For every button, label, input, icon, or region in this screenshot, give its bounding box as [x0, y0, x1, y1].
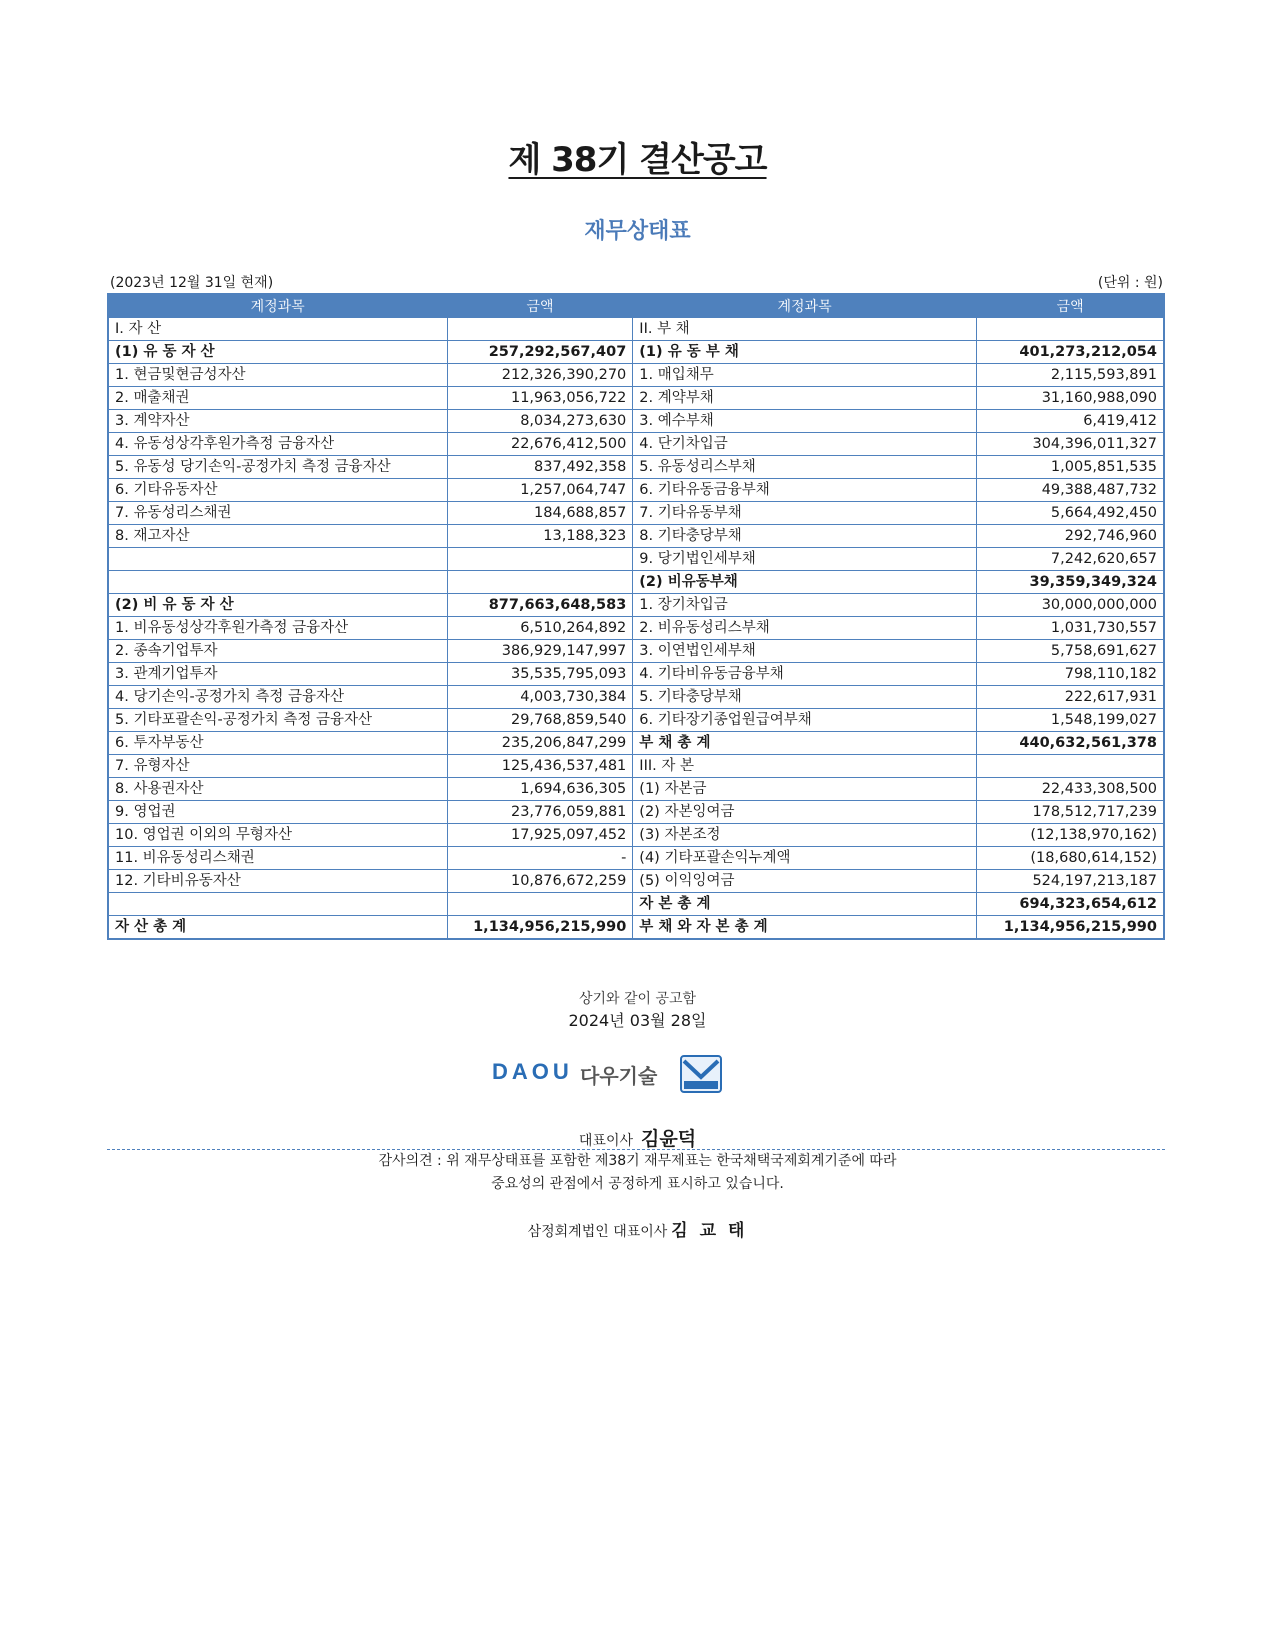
cell-account-right: 3. 이연법인세부채: [633, 640, 977, 663]
cell-account-right: 2. 계약부채: [633, 387, 977, 410]
cell-account-left: 5. 유동성 당기손익-공정가치 측정 금융자산: [108, 456, 447, 479]
cell-account-left: 4. 당기손익-공정가치 측정 금융자산: [108, 686, 447, 709]
cell-amount-right: 222,617,931: [976, 686, 1164, 709]
cell-account-right: III. 자 본: [633, 755, 977, 778]
cell-account-right: (5) 이익잉여금: [633, 870, 977, 893]
header-amount-right: 금액: [976, 294, 1164, 317]
cell-account-right: (2) 자본잉여금: [633, 801, 977, 824]
cell-account-left: (1) 유 동 자 산: [108, 341, 447, 364]
cell-account-left: (2) 비 유 동 자 산: [108, 594, 447, 617]
table-header-row: [108, 294, 1164, 317]
auditor-label: 삼정회계법인 대표이사: [527, 1224, 668, 1240]
cell-amount-left: 8,034,273,630: [447, 410, 633, 433]
cell-amount-left: 877,663,648,583: [447, 594, 633, 617]
cell-amount-right: 440,632,561,378: [976, 732, 1164, 755]
cell-account-left: 8. 사용권자산: [108, 778, 447, 801]
cell-amount-left: 11,963,056,722: [447, 387, 633, 410]
cell-amount-right: 31,160,988,090: [976, 387, 1164, 410]
cell-amount-right: 1,134,956,215,990: [976, 916, 1164, 940]
cell-account-right: 9. 당기법인세부채: [633, 548, 977, 571]
cell-account-left: [108, 548, 447, 571]
cell-amount-right: 5,664,492,450: [976, 502, 1164, 525]
cell-account-right: (2) 비유동부채: [633, 571, 977, 594]
cell-amount-right: 1,005,851,535: [976, 456, 1164, 479]
cell-amount-left: 6,510,264,892: [447, 617, 633, 640]
cell-amount-left: 22,676,412,500: [447, 433, 633, 456]
cell-account-left: 9. 영업권: [108, 801, 447, 824]
cell-account-right: (1) 유 동 부 채: [633, 341, 977, 364]
table-row: [108, 663, 1164, 686]
unit-note: (단위 : 원): [1097, 275, 1163, 291]
table-row: [108, 571, 1164, 594]
table-row: [108, 870, 1164, 893]
cell-amount-right: 49,388,487,732: [976, 479, 1164, 502]
cell-amount-left: 1,694,636,305: [447, 778, 633, 801]
table-row: [108, 594, 1164, 617]
cell-account-left: 1. 비유동성상각후원가측정 금융자산: [108, 617, 447, 640]
table-row: [108, 525, 1164, 548]
table-row: [108, 387, 1164, 410]
table-row: [108, 847, 1164, 870]
closing-date: 2024년 03월 28일: [568, 1011, 707, 1030]
cell-account-right: 5. 기타충당부채: [633, 686, 977, 709]
cell-amount-left: 1,134,956,215,990: [447, 916, 633, 940]
table-row: [108, 686, 1164, 709]
cell-account-right: II. 부 채: [633, 317, 977, 341]
ceo-signature: [0, 1124, 1275, 1151]
cell-amount-right: 401,273,212,054: [976, 341, 1164, 364]
cell-amount-right: 5,758,691,627: [976, 640, 1164, 663]
table-row: [108, 456, 1164, 479]
cell-account-left: 7. 유동성리스채권: [108, 502, 447, 525]
cell-amount-left: 35,535,795,093: [447, 663, 633, 686]
cell-amount-right: 524,197,213,187: [976, 870, 1164, 893]
cell-amount-right: [976, 317, 1164, 341]
cell-account-right: 부 채 총 계: [633, 732, 977, 755]
table-row: [108, 755, 1164, 778]
auditor-name: 김 교 태: [671, 1221, 748, 1241]
cell-amount-left: 837,492,358: [447, 456, 633, 479]
cell-amount-left: [447, 571, 633, 594]
cell-amount-left: [447, 893, 633, 916]
header-account-left: 계정과목: [108, 294, 447, 317]
cell-amount-right: 694,323,654,612: [976, 893, 1164, 916]
cell-amount-right: 304,396,011,327: [976, 433, 1164, 456]
cell-account-right: 7. 기타유동부채: [633, 502, 977, 525]
company-seal-icon: [680, 1055, 722, 1093]
cell-account-right: (3) 자본조정: [633, 824, 977, 847]
table-row: [108, 341, 1164, 364]
cell-amount-left: 125,436,537,481: [447, 755, 633, 778]
cell-account-left: 11. 비유동성리스채권: [108, 847, 447, 870]
cell-amount-left: 10,876,672,259: [447, 870, 633, 893]
table-row: [108, 433, 1164, 456]
cell-account-right: 6. 기타장기종업원급여부채: [633, 709, 977, 732]
cell-amount-left: 257,292,567,407: [447, 341, 633, 364]
cell-amount-left: 1,257,064,747: [447, 479, 633, 502]
announcement-title: 제 38기 결산공고: [508, 140, 767, 180]
table-row: [108, 479, 1164, 502]
header-amount-left: 금액: [447, 294, 633, 317]
cell-account-left: 5. 기타포괄손익-공정가치 측정 금융자산: [108, 709, 447, 732]
cell-amount-right: (18,680,614,152): [976, 847, 1164, 870]
cell-amount-right: 7,242,620,657: [976, 548, 1164, 571]
balance-sheet-table: [107, 293, 1165, 940]
as-of-date: (2023년 12월 31일 현재): [110, 275, 274, 291]
cell-account-left: 8. 재고자산: [108, 525, 447, 548]
cell-amount-left: 29,768,859,540: [447, 709, 633, 732]
cell-account-right: 3. 예수부채: [633, 410, 977, 433]
cell-account-left: [108, 571, 447, 594]
cell-account-left: 6. 투자부동산: [108, 732, 447, 755]
table-row: [108, 801, 1164, 824]
table-body: [108, 317, 1164, 939]
table-row: [108, 640, 1164, 663]
cell-amount-left: 386,929,147,997: [447, 640, 633, 663]
table-row: [108, 502, 1164, 525]
cell-account-right: (4) 기타포괄손익누계액: [633, 847, 977, 870]
cell-amount-left: 235,206,847,299: [447, 732, 633, 755]
cell-account-left: 3. 관계기업투자: [108, 663, 447, 686]
cell-amount-left: -: [447, 847, 633, 870]
table-row: [108, 893, 1164, 916]
company-logo: [492, 1055, 732, 1097]
table-row: [108, 364, 1164, 387]
cell-amount-right: 22,433,308,500: [976, 778, 1164, 801]
table-row: [108, 617, 1164, 640]
cell-amount-left: 13,188,323: [447, 525, 633, 548]
cell-amount-left: [447, 317, 633, 341]
auditor-signature: [0, 1216, 1275, 1241]
table-row: [108, 548, 1164, 571]
cell-account-right: 4. 단기차입금: [633, 433, 977, 456]
ceo-name: 김윤덕: [641, 1128, 697, 1150]
cell-amount-left: 4,003,730,384: [447, 686, 633, 709]
table-row: [108, 916, 1164, 940]
cell-account-left: 1. 현금및현금성자산: [108, 364, 447, 387]
cell-amount-right: 292,746,960: [976, 525, 1164, 548]
cell-amount-right: 1,031,730,557: [976, 617, 1164, 640]
cell-account-right: 1. 장기차입금: [633, 594, 977, 617]
cell-amount-right: 2,115,593,891: [976, 364, 1164, 387]
cell-amount-left: 212,326,390,270: [447, 364, 633, 387]
ceo-label: 대표이사: [578, 1133, 634, 1149]
cell-account-right: 자 본 총 계: [633, 893, 977, 916]
audit-opinion-line1: 감사의견 : 위 재무상태표를 포함한 제38기 재무제표는 한국채택국제회계기준에 따라: [378, 1153, 897, 1169]
table-row: [108, 778, 1164, 801]
cell-account-right: 2. 비유동성리스부채: [633, 617, 977, 640]
table-row: [108, 824, 1164, 847]
cell-account-right: (1) 자본금: [633, 778, 977, 801]
table-row: [108, 317, 1164, 341]
cell-account-right: 8. 기타충당부채: [633, 525, 977, 548]
cell-amount-right: [976, 755, 1164, 778]
cell-amount-right: (12,138,970,162): [976, 824, 1164, 847]
cell-account-left: 6. 기타유동자산: [108, 479, 447, 502]
logo-text-ko: 다우기술: [580, 1064, 658, 1088]
cell-account-left: 자 산 총 계: [108, 916, 447, 940]
cell-account-right: 1. 매입채무: [633, 364, 977, 387]
cell-account-left: 12. 기타비유동자산: [108, 870, 447, 893]
table-row: [108, 732, 1164, 755]
cell-account-right: 5. 유동성리스부채: [633, 456, 977, 479]
cell-account-left: 4. 유동성상각후원가측정 금융자산: [108, 433, 447, 456]
logo-text-en: DAOU: [492, 1059, 573, 1084]
cell-account-right: 부 채 와 자 본 총 계: [633, 916, 977, 940]
cell-amount-right: 1,548,199,027: [976, 709, 1164, 732]
cell-account-left: [108, 893, 447, 916]
cell-amount-left: [447, 548, 633, 571]
cell-account-left: I. 자 산: [108, 317, 447, 341]
cell-amount-right: 6,419,412: [976, 410, 1164, 433]
cell-account-right: 6. 기타유동금융부채: [633, 479, 977, 502]
cell-account-left: 2. 매출채권: [108, 387, 447, 410]
cell-account-left: 2. 종속기업투자: [108, 640, 447, 663]
cell-amount-right: 30,000,000,000: [976, 594, 1164, 617]
table-row: [108, 410, 1164, 433]
statement-subtitle: 재무상태표: [584, 219, 691, 244]
header-account-right: 계정과목: [633, 294, 977, 317]
cell-account-left: 7. 유형자산: [108, 755, 447, 778]
closing-statement: 상기와 같이 공고함: [578, 991, 697, 1007]
cell-amount-right: 178,512,717,239: [976, 801, 1164, 824]
cell-account-left: 10. 영업권 이외의 무형자산: [108, 824, 447, 847]
audit-opinion-line2: 중요성의 관점에서 공정하게 표시하고 있습니다.: [491, 1176, 784, 1192]
cell-account-right: 4. 기타비유동금융부채: [633, 663, 977, 686]
cell-amount-right: 39,359,349,324: [976, 571, 1164, 594]
cell-amount-left: 184,688,857: [447, 502, 633, 525]
table-row: [108, 709, 1164, 732]
cell-amount-right: 798,110,182: [976, 663, 1164, 686]
cell-amount-left: 17,925,097,452: [447, 824, 633, 847]
cell-amount-left: 23,776,059,881: [447, 801, 633, 824]
cell-account-left: 3. 계약자산: [108, 410, 447, 433]
